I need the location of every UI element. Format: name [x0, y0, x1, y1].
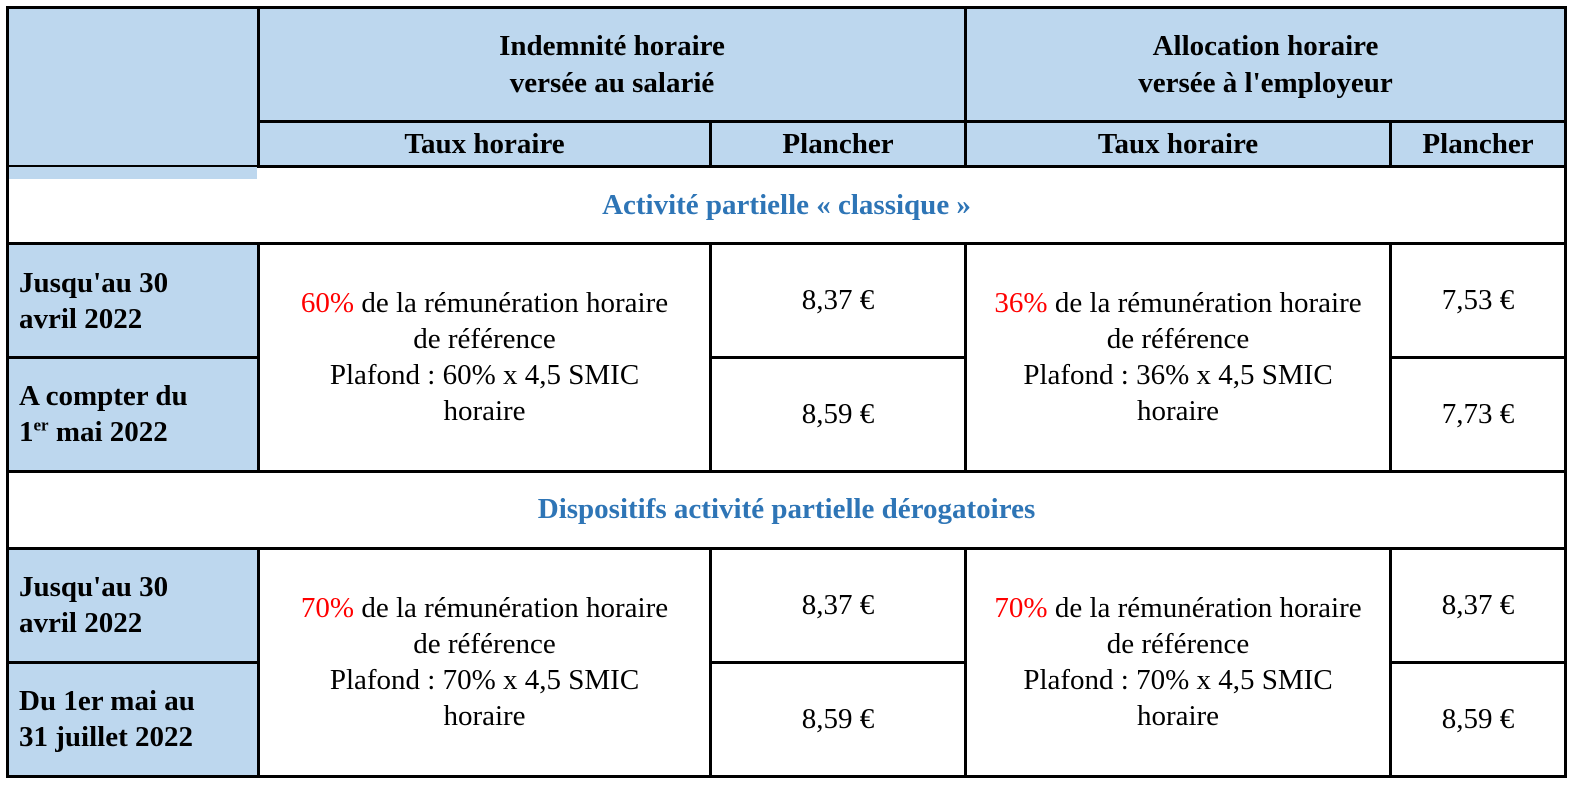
header-employee-floor: Plancher: [711, 122, 966, 167]
employer-floor-value: 8,37 €: [1391, 548, 1566, 662]
header-employer-floor: Plancher: [1391, 122, 1566, 167]
percent-value: 70%: [300, 592, 355, 625]
header-employee-rate: Taux horaire: [259, 122, 711, 167]
header-employer-rate: Taux horaire: [966, 122, 1391, 167]
employer-rate-description: 70% de la rémunération horaire de référence Plafond : 70% x 4,5 SMIC horaire: [966, 548, 1391, 776]
row-label-line2: 1er mai 2022: [19, 415, 168, 449]
header-employer-group: [966, 8, 1566, 122]
percent-value: 70%: [994, 592, 1048, 625]
percent-value: 36%: [994, 287, 1048, 320]
row-label-line1: Jusqu'au 30: [19, 266, 169, 299]
row-label-line1: Du 1er mai au: [19, 685, 195, 718]
row-label-line2: avril 2022: [19, 302, 143, 335]
row-label: [8, 662, 259, 776]
employer-floor-value: 7,73 €: [1391, 358, 1566, 471]
employee-floor-value: 8,59 €: [711, 662, 966, 776]
header-employee-group: [259, 8, 966, 122]
header-employee-line2: versée au salarié: [509, 66, 715, 99]
row-label-line2: avril 2022: [19, 607, 143, 640]
row-label-line1: Jusqu'au 30: [19, 571, 169, 604]
rates-table: [6, 6, 1567, 778]
row-label: [8, 548, 259, 662]
row-label: [8, 358, 259, 471]
header-shade-strip: [9, 167, 257, 179]
header-corner: [8, 8, 259, 167]
row-label: [8, 244, 259, 358]
employee-floor-value: 8,37 €: [711, 244, 966, 358]
percent-value: 60%: [300, 287, 355, 320]
employer-rate-description: 36% de la rémunération horaire de référence Plafond : 36% x 4,5 SMIC horaire: [966, 244, 1391, 471]
header-employer-line1: Allocation horaire: [1152, 29, 1379, 62]
section-title-derogatory: Dispositifs activité partielle dérogatoires: [8, 471, 1566, 548]
section-title-classic: Activité partielle « classique »: [8, 167, 1566, 244]
header-employee-line1: Indemnité horaire: [499, 29, 725, 62]
employer-floor-value: 7,53 €: [1391, 244, 1566, 358]
row-label-line1: A compter du: [19, 380, 188, 413]
employee-floor-value: 8,59 €: [711, 358, 966, 471]
employer-floor-value: 8,59 €: [1391, 662, 1566, 776]
header-employer-line2: versée à l'employeur: [1138, 66, 1393, 99]
employee-rate-description: 60% de la rémunération horaire de référence Plafond : 60% x 4,5 SMIC horaire: [259, 244, 711, 471]
employee-floor-value: 8,37 €: [711, 548, 966, 662]
row-label-line2: 31 juillet 2022: [19, 721, 193, 754]
employee-rate-description: 70% de la rémunération horaire de référence Plafond : 70% x 4,5 SMIC horaire: [259, 548, 711, 776]
